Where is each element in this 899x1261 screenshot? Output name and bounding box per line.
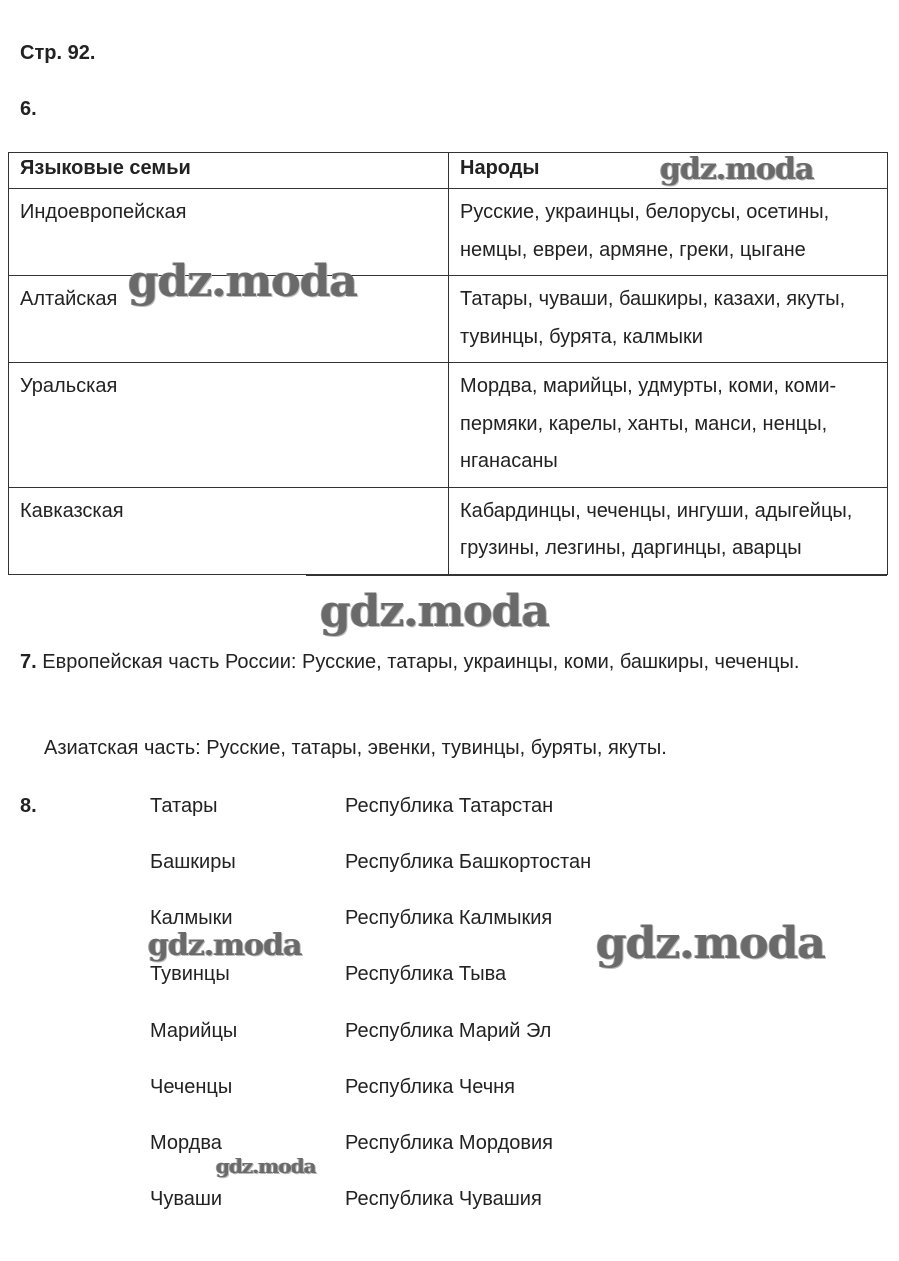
peoples-cell: Татары, чуваши, башкиры, казахи, якуты, тувинцы, бурята, калмыки bbox=[449, 276, 888, 363]
republic-name: Республика Мордовия bbox=[345, 1132, 553, 1154]
watermark-logo: gdz.moda bbox=[148, 928, 302, 963]
peoples-cell: Мордва, марийцы, удмурты, коми, коми-пермяки, карелы, ханты, манси, ненцы, нганасаны bbox=[449, 363, 888, 488]
language-families-table bbox=[8, 152, 888, 575]
task-7-european bbox=[20, 644, 878, 681]
family-cell: Уральская bbox=[9, 363, 449, 488]
family-cell: Индоевропейская bbox=[9, 189, 449, 276]
people-name: Тувинцы bbox=[150, 963, 230, 985]
watermark-logo: gdz.moda bbox=[320, 586, 550, 637]
republic-name: Республика Калмыкия bbox=[345, 907, 553, 929]
table-bottom-border bbox=[306, 575, 887, 576]
republic-name: Республика Чувашия bbox=[345, 1188, 542, 1210]
people-name: Калмыки bbox=[150, 907, 233, 929]
table-row bbox=[9, 363, 888, 488]
watermark-logo: gdz.moda bbox=[128, 256, 358, 307]
task-7-european-text: Европейская часть России: Русские, татары, украинцы, коми, башкиры, чеченцы. bbox=[42, 651, 800, 673]
family-cell: Кавказская bbox=[9, 487, 449, 574]
people-name: Чуваши bbox=[150, 1188, 223, 1210]
family-cell: Алтайская bbox=[9, 276, 449, 363]
watermark-logo: gdz.moda bbox=[216, 1154, 316, 1178]
republic-name: Республика Чечня bbox=[345, 1076, 515, 1098]
people-name: Татары bbox=[150, 795, 218, 817]
republic-name: Республика Марий Эл bbox=[345, 1020, 552, 1042]
task-8-number: 8. bbox=[20, 795, 37, 817]
task-7-number: 7. bbox=[20, 651, 37, 673]
task-6-number: 6. bbox=[20, 98, 37, 120]
peoples-cell: Русские, украинцы, белорусы, осетины, немцы, евреи, армяне, греки, цыгане bbox=[449, 189, 888, 276]
header-families: Языковые семьи bbox=[9, 153, 449, 189]
peoples-cell: Кабардинцы, чеченцы, ингуши, адыгейцы, грузины, лезгины, даргинцы, аварцы bbox=[449, 487, 888, 574]
people-name: Мордва bbox=[150, 1132, 222, 1154]
watermark-logo: gdz.moda bbox=[596, 918, 826, 969]
people-name: Марийцы bbox=[150, 1020, 238, 1042]
page-title: Стр. 92. bbox=[20, 42, 96, 64]
republic-name: Республика Татарстан bbox=[345, 795, 554, 817]
table-row bbox=[9, 487, 888, 574]
header-peoples: Народы bbox=[449, 153, 888, 189]
people-name: Чеченцы bbox=[150, 1076, 233, 1098]
republic-name: Республика Башкортостан bbox=[345, 851, 592, 873]
task-7-asian: Азиатская часть: Русские, татары, эвенки, тувинцы, буряты, якуты. bbox=[44, 737, 667, 759]
watermark-logo: gdz.moda bbox=[660, 152, 814, 187]
people-name: Башкиры bbox=[150, 851, 236, 873]
republic-name: Республика Тыва bbox=[345, 963, 507, 985]
